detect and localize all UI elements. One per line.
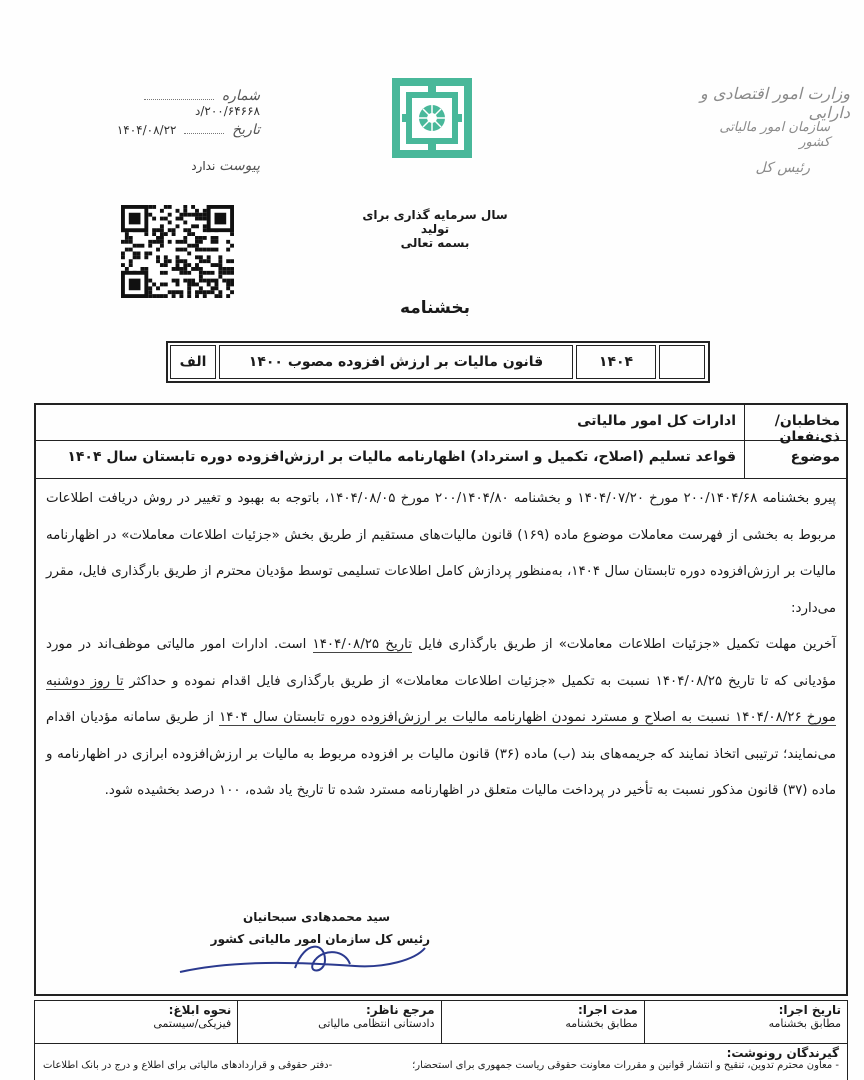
date-value: ۱۴۰۴/۰۸/۲۲ xyxy=(116,123,177,137)
amendment-underlined: تا روز دوشنبه مورخ ۱۴۰۴/۰۸/۲۶ نسبت به اصلاح و مسترد نمودن اظهارنامه مالیات بر ارزش‌افزوده دوره تابستان سال ۱۴۰۴ xyxy=(46,673,836,725)
office-head: رئیس کل xyxy=(755,160,810,176)
basmala: بسمه تعالی xyxy=(400,236,470,250)
number-dots xyxy=(144,99,214,100)
body-text: از طریق سامانه مؤدیان اقدام می‌نمایند؛ ترتیبی اتخاذ نمایند که جریمه‌های بند (ب) ماده (۳۶) قانون مالیات بر افزوده مربوط به مالیات بر ارزش‌افزوده ابرازی در اظهارنامه و ماده (۳۷) قانون مذکور نسبت به تأخیر در پرداخت مالیات متعلق در اظهارنامه مسترد شده تا تاریخ یاد شده، ۱۰۰ درصد بخشیده شود. xyxy=(46,710,836,798)
series-cell: الف xyxy=(170,345,216,379)
letter-body xyxy=(36,479,846,994)
cc-label: گیرندگان رونوشت: xyxy=(726,1046,839,1060)
reference-value: دادستانی انتظامی مالیاتی xyxy=(318,1017,435,1030)
notify-label: نحوه ابلاغ: xyxy=(168,1003,232,1017)
notify-value: فیزیکی/سیستمی xyxy=(153,1017,232,1030)
attach-line xyxy=(150,158,260,174)
law-cell: قانون مالیات بر ارزش افزوده مصوب ۱۴۰۰ xyxy=(219,345,573,379)
number-value: ۲۰۰/۶۴۶۶۸/د xyxy=(195,104,260,118)
year-cell: ۱۴۰۴ xyxy=(576,345,656,379)
addressee-value: ادارات کل امور مالیاتی xyxy=(577,413,736,429)
reference-cell xyxy=(237,1001,440,1043)
signer-title: رئیس کل سازمان امور مالیاتی کشور xyxy=(210,932,430,946)
number-label: شماره xyxy=(221,88,260,104)
body-paragraph-1: پیرو بخشنامه ۲۰۰/۱۴۰۴/۶۸ مورخ ۱۴۰۴/۰۷/۲۰ و بخشنامه ۲۰۰/۱۴۰۴/۸۰ مورخ ۱۴۰۴/۰۸/۰۵، باتوجه به بهبود و تغییر در روش دریافت اطلاعات مربوط به بخشی از فهرست معاملات موضوع ماده (۱۶۹) قانون مالیات‌های مستقیم از طریق بخش «جزئیات اطلاعات معاملات» در اظهارنامه مالیات بر ارزش‌افزوده دوره تابستان سال ۱۴۰۴، به‌منظور پردازش کامل اطلاعات تسلیمی توسط مؤدیان محترم از طریق بارگذاری فایل، مقرر می‌دارد: xyxy=(46,491,836,616)
circular-number-row xyxy=(166,341,710,383)
subject-row xyxy=(36,441,846,479)
duration-value: مطابق بخشنامه xyxy=(565,1017,638,1030)
exec-date-cell xyxy=(644,1001,847,1043)
date-dots xyxy=(184,133,224,134)
attach-label: پیوست xyxy=(219,158,260,174)
organization-name: سازمان امور مالیاتی کشور xyxy=(719,120,830,150)
date-label: تاریخ xyxy=(232,122,260,138)
ministry-name: وزارت امور اقتصادی و دارایی xyxy=(700,84,850,122)
duration-label: مدت اجرا: xyxy=(578,1003,638,1017)
cc-item-1: - معاون محترم تدوین، تنقیح و انتشار قوانین و مقررات معاونت حقوقی ریاست جمهوری برای استحضار؛ xyxy=(412,1060,839,1071)
execution-footer xyxy=(34,1000,848,1044)
body-paragraph-2 xyxy=(46,627,836,810)
circular-table xyxy=(34,403,848,996)
notify-cell xyxy=(35,1001,237,1043)
tax-organization-logo xyxy=(388,74,476,162)
date-line xyxy=(110,122,260,138)
addressee-row xyxy=(36,405,846,445)
copy-recipients xyxy=(34,1044,848,1080)
qr-code xyxy=(121,205,234,298)
empty-cell xyxy=(659,345,705,379)
number-line xyxy=(110,88,260,118)
cc-item-2: -دفتر حقوقی و قراردادهای مالیاتی برای اطلاع و درج در بانک اطلاعات xyxy=(43,1060,333,1071)
body-text: است. ادارات امور مالیاتی موظف‌اند در مورد مؤدیانی که تا تاریخ ۱۴۰۴/۰۸/۲۵ نسبت به تکمیل «جزئیات اطلاعات معاملات» از طریق بارگذاری فایل اقدام نموده و حداکثر xyxy=(46,637,836,689)
document-type: بخشنامه xyxy=(399,298,471,318)
addressee-label: مخاطبان/ذی‌نفعان xyxy=(744,405,846,440)
handwritten-signature xyxy=(175,930,435,980)
year-motto: سال سرمایه گذاری برای تولید xyxy=(362,208,508,236)
duration-cell xyxy=(441,1001,644,1043)
cc-items xyxy=(43,1060,839,1071)
reference-label: مرجع ناظر: xyxy=(366,1003,435,1017)
subject-value: قواعد تسلیم (اصلاح، تکمیل و استرداد) اظهارنامه مالیات بر ارزش‌افزوده دوره تابستان سال ۱۴۰۴ xyxy=(67,449,736,465)
subject-label: موضوع xyxy=(744,441,846,478)
signer-name: سید محمدهادی سبحانیان xyxy=(242,910,390,924)
exec-date-label: تاریخ اجرا: xyxy=(778,1003,841,1017)
attach-value: ندارد xyxy=(191,159,216,173)
deadline-underlined: تاریخ ۱۴۰۴/۰۸/۲۵ xyxy=(312,637,412,652)
exec-date-value: مطابق بخشنامه xyxy=(768,1017,841,1030)
body-text: آخرین مهلت تکمیل «جزئیات اطلاعات معاملات» از طریق بارگذاری فایل xyxy=(411,637,836,652)
